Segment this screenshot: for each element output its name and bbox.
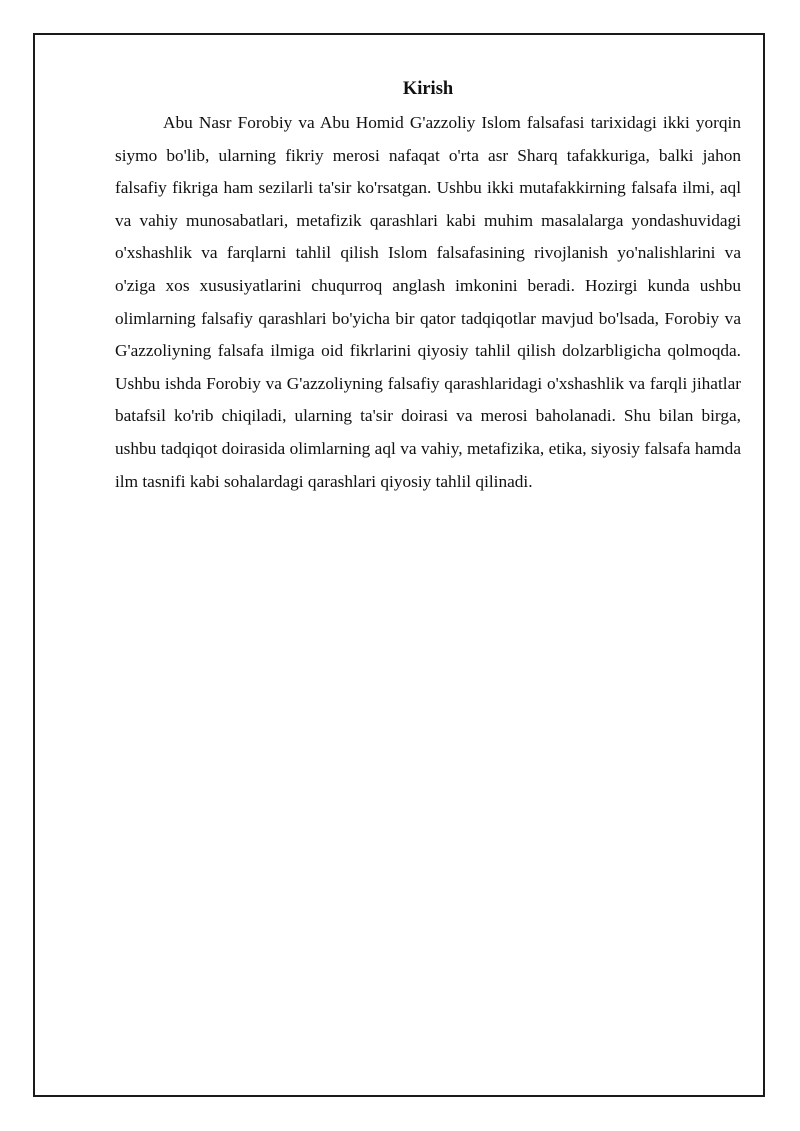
- document-body: [115, 75, 741, 498]
- section-title: Kirish: [402, 79, 454, 99]
- intro-paragraph: Abu Nasr Forobiy va Abu Homid G'azzoliy Islom falsafasi tarixidagi ikki yorqin siymo bo'lib, ularning fikriy merosi nafaqat o'rta asr Sharq tafakkuriga, balki jahon falsafiy fikriga ham sezilarli ta'sir ko'rsatgan. Ushbu ikki mutafakkirning falsafa ilmi, aql va vahiy munosabatlari, metafizik qarashlari kabi muhim masalalarga yondashuvidagi o'xshashlik va farqlarni tahlil qilish Islom falsafasining rivojlanish yo'nalishlarini va o'ziga xos xususiyatlarini chuqurroq anglash imkonini beradi. Hozirgi kunda ushbu olimlarning falsafiy qarashlari bo'yicha bir qator tadqiqotlar mavjud bo'lsada, Forobiy va G'azzoliyning falsafa ilmiga oid fikrlarini qiyosiy tahlil qilish dolzarbligicha qolmoqda. Ushbu ishda Forobiy va G'azzoliyning falsafiy qarashlaridagi o'xshashlik va farqli jihatlar batafsil ko'rib chiqiladi, ularning ta'sir doirasi va merosi baholanadi. Shu bilan birga, ushbu tadqiqot doirasida olimlarning aql va vahiy, metafizika, etika, siyosiy falsafa hamda ilm tasnifi kabi sohalardagi qarashlari qiyosiy tahlil qilinadi.: [115, 113, 741, 491]
